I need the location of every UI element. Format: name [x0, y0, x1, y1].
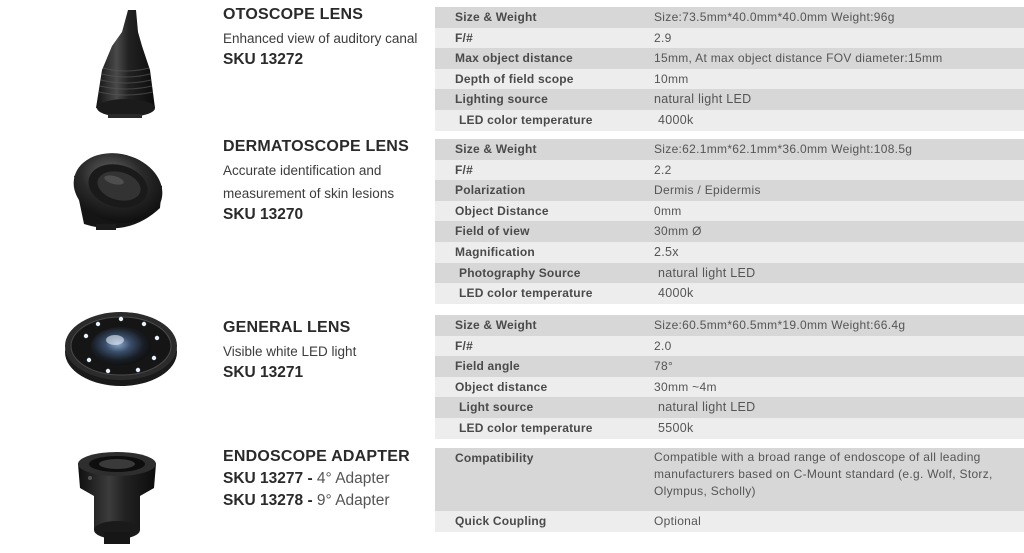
product-title: OTOSCOPE LENS [223, 6, 364, 23]
spec-label: Object distance [455, 379, 548, 394]
spec-value: 5500k [658, 420, 694, 435]
adapter-note: 4° Adapter [316, 470, 390, 487]
general-lens-spec-table [435, 315, 1024, 439]
general-lens-description [223, 319, 356, 383]
spec-row [435, 221, 1024, 242]
spec-label: F/# [455, 338, 473, 353]
adapter-note: 9° Adapter [316, 492, 390, 509]
spec-value: 2.5x [654, 244, 679, 259]
spec-label: F/# [455, 30, 473, 45]
endoscope-adapter-icon [74, 448, 160, 548]
spec-label: Magnification [455, 244, 535, 259]
spec-row [435, 48, 1024, 69]
product-tagline: measurement of skin lesions [223, 186, 395, 201]
spec-value: 2.2 [654, 162, 672, 177]
product-sku: SKU 13271 [223, 364, 304, 381]
spec-row [435, 511, 1024, 532]
product-sku-line [223, 490, 410, 512]
spec-value: 30mm Ø [654, 224, 702, 239]
spec-label: Compatibility [455, 451, 534, 465]
spec-row [435, 7, 1024, 28]
product-tagline: Enhanced view of auditory canal [223, 31, 418, 46]
product-sku: SKU 13272 [223, 51, 304, 68]
spec-value: 2.0 [654, 338, 672, 353]
dermatoscope-lens-icon [68, 146, 168, 236]
spec-row [435, 263, 1024, 284]
spec-value: 30mm ~4m [654, 379, 717, 394]
spec-row [435, 28, 1024, 49]
spec-label: Photography Source [459, 265, 581, 280]
spec-label: Quick Coupling [455, 514, 547, 528]
spec-label: LED color temperature [459, 420, 593, 435]
product-tagline: Accurate identification and [223, 163, 382, 178]
spec-value: 4000k [658, 286, 694, 301]
spec-label: Depth of field scope [455, 71, 574, 86]
spec-label: Lighting source [455, 92, 548, 107]
spec-row [435, 89, 1024, 110]
spec-value: natural light LED [658, 400, 756, 415]
spec-value: 4000k [658, 112, 694, 127]
spec-row [435, 201, 1024, 222]
otoscope-description [223, 6, 417, 70]
spec-row [435, 315, 1024, 336]
spec-value: Dermis / Epidermis [654, 183, 761, 198]
spec-value: natural light LED [658, 265, 756, 280]
product-sku: SKU 13270 [223, 206, 304, 223]
spec-value: Optional [654, 514, 702, 528]
otoscope-spec-table [435, 7, 1024, 131]
spec-label: Max object distance [455, 51, 573, 66]
product-title: GENERAL LENS [223, 319, 351, 336]
spec-value: 10mm [654, 71, 689, 86]
spec-value: Size:60.5mm*60.5mm*19.0mm Weight:66.4g [654, 318, 906, 332]
spec-label: LED color temperature [459, 112, 593, 127]
spec-value: 2.9 [654, 30, 672, 45]
endoscope-description [223, 448, 410, 512]
spec-value: Size:62.1mm*62.1mm*36.0mm Weight:108.5g [654, 142, 913, 156]
spec-row [435, 448, 1024, 511]
endoscope-spec-table [435, 448, 1024, 532]
dermatoscope-spec-table [435, 139, 1024, 304]
spec-row [435, 418, 1024, 439]
product-sku-line [223, 468, 410, 490]
product-sku: SKU 13277 - [223, 470, 313, 487]
spec-label: LED color temperature [459, 286, 593, 301]
spec-row [435, 377, 1024, 398]
spec-row [435, 242, 1024, 263]
spec-row [435, 180, 1024, 201]
spec-label: Field of view [455, 224, 530, 239]
spec-label: F/# [455, 162, 473, 177]
spec-row [435, 336, 1024, 357]
spec-value: natural light LED [654, 92, 752, 107]
dermatoscope-description [223, 138, 409, 225]
spec-value: 78° [654, 359, 674, 374]
spec-label: Light source [459, 400, 534, 415]
spec-label: Size & Weight [455, 318, 537, 332]
spec-value: 0mm [654, 203, 682, 218]
product-title: ENDOSCOPE ADAPTER [223, 448, 410, 465]
product-sku: SKU 13278 - [223, 492, 313, 509]
general-lens-icon [62, 306, 180, 390]
spec-label: Size & Weight [455, 10, 537, 24]
spec-row [435, 356, 1024, 377]
spec-row [435, 110, 1024, 131]
otoscope-lens-icon [92, 8, 158, 124]
product-title: DERMATOSCOPE LENS [223, 138, 409, 155]
spec-row [435, 160, 1024, 181]
spec-label: Field angle [455, 359, 520, 374]
spec-label: Size & Weight [455, 142, 537, 156]
spec-value: 15mm, At max object distance FOV diameter:15mm [654, 51, 943, 66]
spec-value: Compatible with a broad range of endoscope of all leading manufacturers based on C-Mount standard (e.g. Wolf, Storz, Olympus, Scholly) [654, 450, 993, 498]
product-tagline: Visible white LED light [223, 344, 357, 359]
spec-row [435, 69, 1024, 90]
spec-row [435, 139, 1024, 160]
spec-row [435, 397, 1024, 418]
spec-label: Polarization [455, 183, 526, 198]
spec-label: Object Distance [455, 203, 549, 218]
spec-row [435, 283, 1024, 304]
spec-value: Size:73.5mm*40.0mm*40.0mm Weight:96g [654, 10, 895, 24]
